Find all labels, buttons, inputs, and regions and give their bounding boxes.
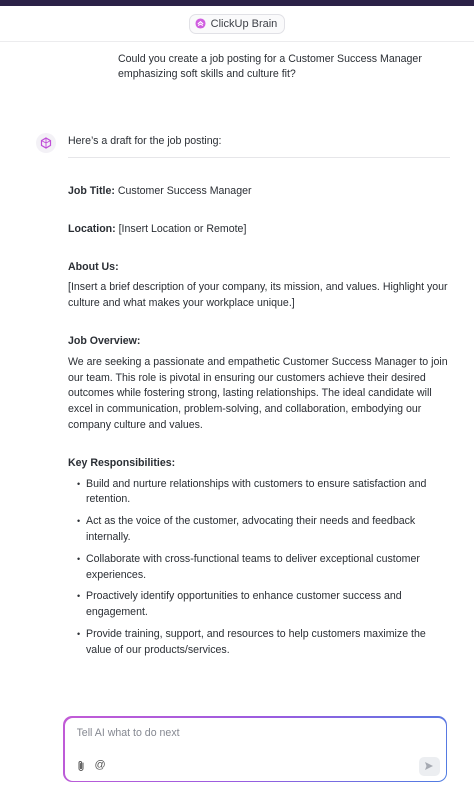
header [0,6,474,42]
assistant-response [68,184,452,665]
send-button[interactable] [419,757,440,776]
assistant-intro: Here’s a draft for the job posting: [68,135,222,147]
header-title: ClickUp Brain [210,17,278,30]
clickup-brain-icon [195,18,206,29]
clickup-brain-avatar-icon [40,137,52,149]
composer [63,716,447,782]
attach-button[interactable] [75,760,88,773]
responsibilities-heading: Key Responsibilities: [68,456,176,469]
overview-text: We are seeking a passionate and empathetic Customer Success Manager to join our team. This role is pivotal in ensuring our customers achieve their desired outcomes while fostering strong, lasting relationships. The ideal candidate will excel in communication, problem-solving, and collaboration, embodying our company culture and values. [68,355,448,431]
about-heading: About Us: [68,260,119,273]
about-text: [Insert a brief description of your company, its mission, and values. Highlight your culture and what makes your workplace unique.] [68,281,448,310]
job-title-line [68,184,452,200]
prompt-input[interactable] [77,727,377,739]
divider [68,157,450,158]
paperclip-icon [76,760,86,772]
clickup-brain-button[interactable] [189,14,286,34]
list-item: • Proactively identify opportunities to enhance customer success and engagement. [68,589,452,621]
ai-avatar [36,133,56,153]
send-icon [424,761,434,771]
list-item: • Act as the voice of the customer, advocating their needs and feedback internally. [68,514,452,546]
location-label: Location: [68,222,116,235]
location-value: [Insert Location or Remote] [115,222,247,235]
list-item: • Provide training, support, and resources to help customers maximize the value of our products/services. [68,627,452,659]
list-item: • Collaborate with cross-functional teams to deliver exceptional customer experiences. [68,552,452,584]
user-message: Could you create a job posting for a Customer Success Manager emphasizing soft skills and culture fit? [118,53,422,80]
job-title-value: Customer Success Manager [114,185,252,197]
mention-button[interactable]: @ [94,758,106,771]
job-title-label: Job Title: [68,185,115,197]
overview-heading: Job Overview: [68,334,141,347]
location-line [68,222,452,238]
responsibilities-list [68,477,452,659]
list-item: • Build and nurture relationships with customers to ensure satisfaction and retention. [68,477,452,509]
composer-inner [65,718,446,781]
